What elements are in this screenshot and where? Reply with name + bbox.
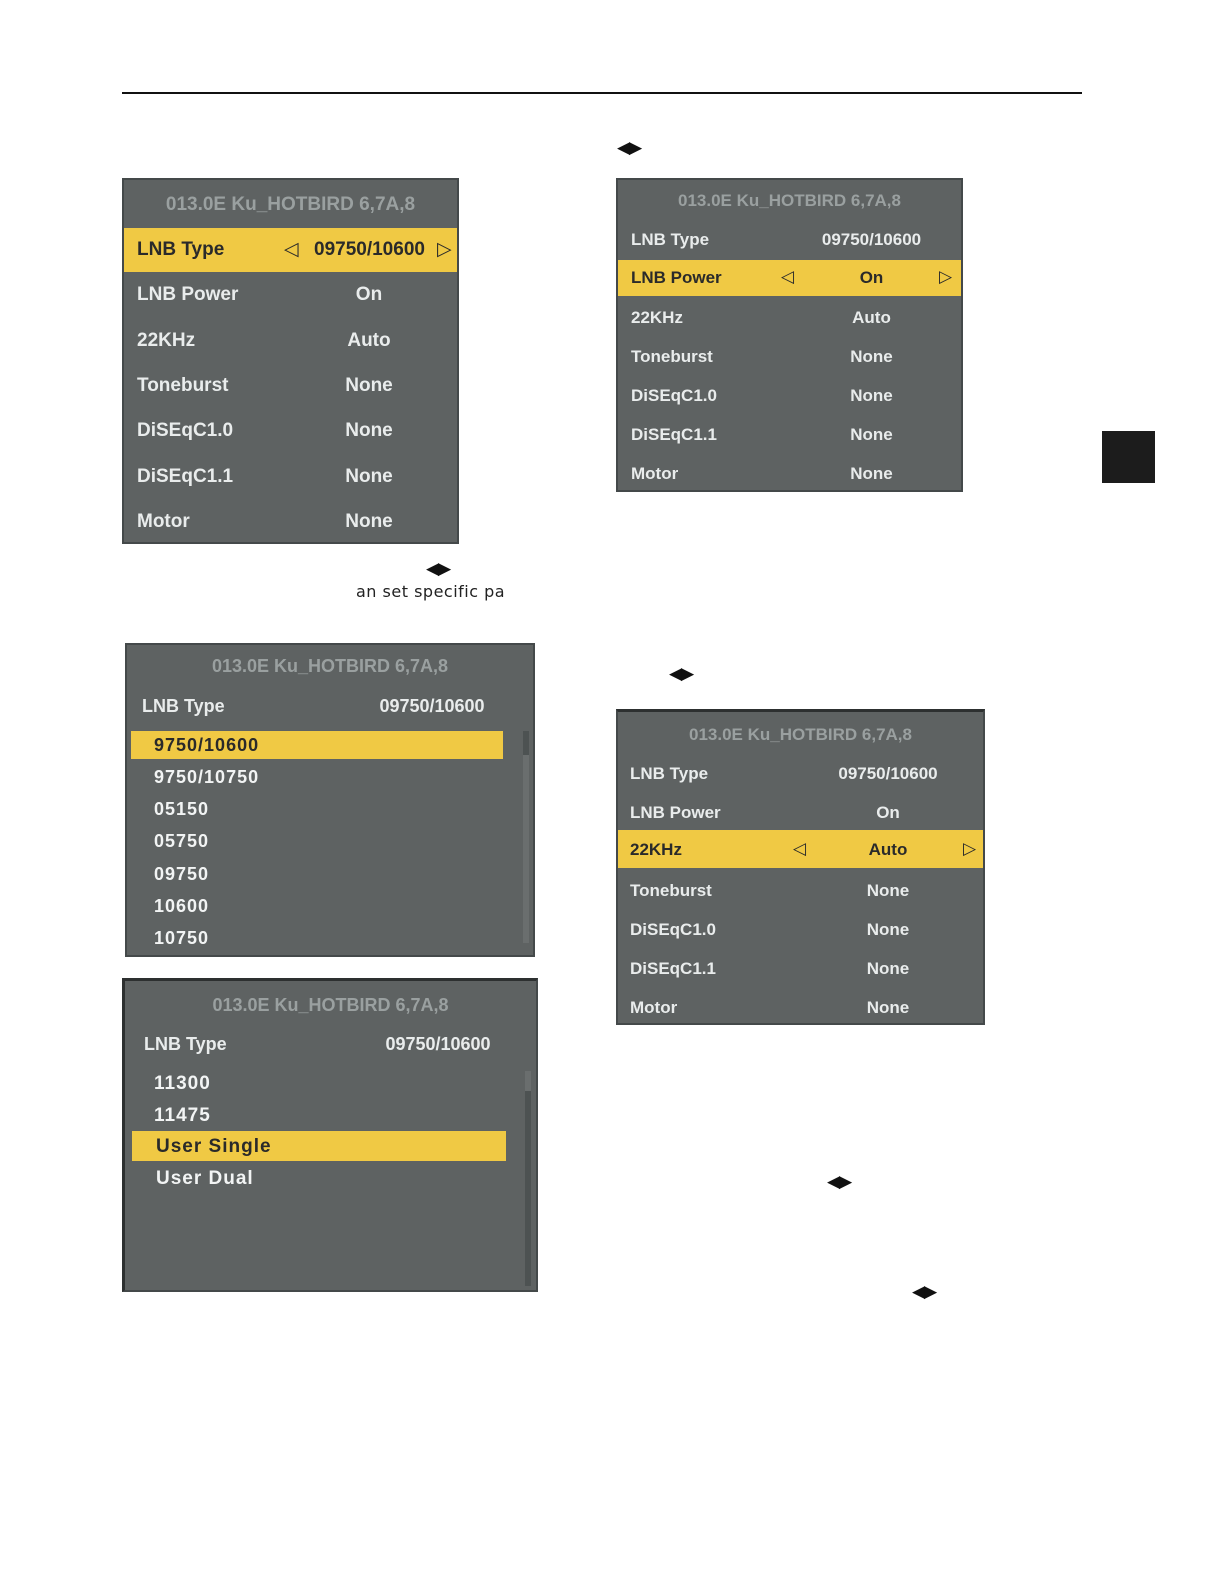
panel-title: 013.0E Ku_HOTBIRD 6,7A,8 (212, 995, 449, 1015)
menu-value: 09750/10600 (385, 1034, 491, 1054)
menu-label: LNB Type (144, 1034, 227, 1054)
menu-value: None (850, 386, 893, 405)
left-right-arrows-icon: ◀▶ (827, 1172, 852, 1191)
menu-value: On (876, 803, 900, 822)
left-right-arrows-icon: ◀▶ (617, 138, 642, 157)
left-right-arrows-icon: ◀▶ (912, 1282, 937, 1301)
header-rule (122, 92, 1082, 94)
menu-row-lnb-type (125, 1033, 536, 1071)
panel-title: 013.0E Ku_HOTBIRD 6,7A,8 (211, 656, 449, 676)
arrow-left-icon[interactable]: ◁ (781, 267, 795, 286)
menu-label: 22KHz (631, 308, 683, 327)
left-right-arrows-icon: ◀▶ (669, 664, 694, 683)
menu-value: None (345, 511, 393, 532)
lnb-type-list-panel-2 (122, 978, 538, 1292)
menu-row-motor[interactable] (124, 503, 457, 541)
menu-row-diseqc11[interactable] (124, 458, 457, 496)
menu-label: LNB Type (142, 696, 225, 716)
menu-value: Auto (852, 308, 891, 327)
menu-label: LNB Type (137, 239, 225, 260)
menu-row-diseqc11[interactable] (618, 417, 961, 455)
list-item-label: 9750/10600 (154, 735, 260, 755)
menu-row-diseqc10[interactable] (124, 412, 457, 450)
menu-label: 22KHz (630, 840, 682, 859)
menu-label: Motor (631, 464, 679, 483)
menu-value: 09750/10600 (838, 764, 938, 783)
menu-value: On (859, 268, 884, 287)
arrow-right-icon[interactable]: ▷ (437, 239, 452, 260)
menu-label: LNB Power (137, 284, 239, 305)
menu-value: None (850, 425, 893, 444)
menu-value: None (345, 375, 393, 396)
menu-row-diseqc10[interactable] (618, 378, 961, 416)
list-item-label: 10750 (154, 928, 210, 948)
menu-row-toneburst[interactable] (124, 367, 457, 405)
menu-row-22khz[interactable] (618, 830, 983, 868)
menu-label: Toneburst (631, 347, 713, 366)
list-item-label: 11300 (154, 1073, 211, 1094)
menu-value: None (850, 464, 893, 483)
menu-value: 09750/10600 (314, 239, 425, 260)
menu-row-lnb-type[interactable] (618, 222, 961, 260)
menu-value: None (345, 466, 393, 487)
menu-label: DiSEqC1.1 (137, 466, 234, 487)
list-item-label: 05150 (154, 799, 210, 819)
menu-row-toneburst[interactable] (618, 873, 983, 911)
menu-label: Toneburst (137, 375, 229, 396)
menu-row-lnb-power[interactable] (618, 795, 983, 833)
panel-title: 013.0E Ku_HOTBIRD 6,7A,8 (165, 194, 416, 215)
body-text-fragment: an set specific pa (356, 582, 506, 601)
menu-label: 22KHz (137, 330, 196, 351)
menu-row-lnb-power[interactable] (124, 276, 457, 314)
menu-row-lnb-power[interactable] (618, 260, 961, 296)
menu-value: Auto (868, 840, 908, 859)
menu-value: None (850, 347, 893, 366)
menu-row-lnb-type[interactable] (124, 228, 457, 272)
menu-row-motor[interactable] (618, 456, 961, 492)
left-right-arrows-icon: ◀▶ (426, 559, 451, 578)
menu-label: LNB Power (630, 803, 721, 822)
lnb-menu-panel-1 (122, 178, 459, 544)
menu-row-lnb-type (127, 693, 533, 731)
menu-label: DiSEqC1.0 (631, 386, 717, 405)
arrow-right-icon[interactable]: ▷ (939, 267, 953, 286)
lnb-type-list-panel-1 (125, 643, 535, 957)
menu-value: None (866, 959, 910, 978)
menu-value: None (866, 920, 910, 939)
lnb-menu-panel-2 (616, 178, 963, 492)
menu-label: LNB Type (631, 230, 710, 249)
scrollbar-thumb[interactable] (525, 1091, 531, 1286)
menu-label: Toneburst (630, 881, 712, 900)
menu-row-diseqc11[interactable] (618, 951, 983, 989)
list-scrollbar[interactable] (523, 731, 529, 943)
menu-label: LNB Power (631, 268, 722, 287)
menu-label: DiSEqC1.0 (630, 920, 716, 939)
menu-row-lnb-type[interactable] (618, 756, 983, 794)
list-item-label: 9750/10750 (154, 767, 260, 787)
menu-label: DiSEqC1.1 (630, 959, 716, 978)
list-item-label: 11475 (154, 1105, 211, 1126)
menu-label: DiSEqC1.1 (631, 425, 717, 444)
menu-label: LNB Type (630, 764, 709, 783)
list-item-label: User Dual (156, 1168, 254, 1189)
menu-value: None (345, 420, 393, 441)
menu-value: None (866, 881, 910, 900)
menu-row-toneburst[interactable] (618, 339, 961, 377)
list-scrollbar[interactable] (525, 1071, 531, 1286)
scrollbar-thumb[interactable] (523, 731, 529, 755)
chapter-tab (1102, 431, 1155, 483)
list-item-label: 05750 (154, 831, 210, 851)
list-item-label: User Single (156, 1136, 272, 1157)
arrow-left-icon[interactable]: ◁ (284, 239, 299, 260)
menu-value: 09750/10600 (821, 230, 922, 249)
list-item-label: 09750 (154, 864, 210, 884)
menu-row-diseqc10[interactable] (618, 912, 983, 950)
menu-row-motor[interactable] (618, 990, 983, 1025)
menu-label: DiSEqC1.0 (137, 420, 234, 441)
menu-value: 09750/10600 (379, 696, 485, 716)
panel-title: 013.0E Ku_HOTBIRD 6,7A,8 (678, 191, 901, 210)
menu-value: None (866, 998, 910, 1017)
arrow-left-icon[interactable]: ◁ (793, 839, 807, 858)
arrow-right-icon[interactable]: ▷ (963, 839, 977, 858)
menu-value: On (355, 284, 383, 305)
menu-row-22khz[interactable] (618, 300, 961, 338)
menu-label: Motor (137, 511, 190, 532)
menu-label: Motor (630, 998, 678, 1017)
menu-row-22khz[interactable] (124, 322, 457, 360)
lnb-menu-panel-3 (616, 709, 985, 1025)
list-item-label: 10600 (154, 896, 210, 916)
menu-value: Auto (347, 330, 391, 351)
panel-title: 013.0E Ku_HOTBIRD 6,7A,8 (689, 725, 912, 744)
